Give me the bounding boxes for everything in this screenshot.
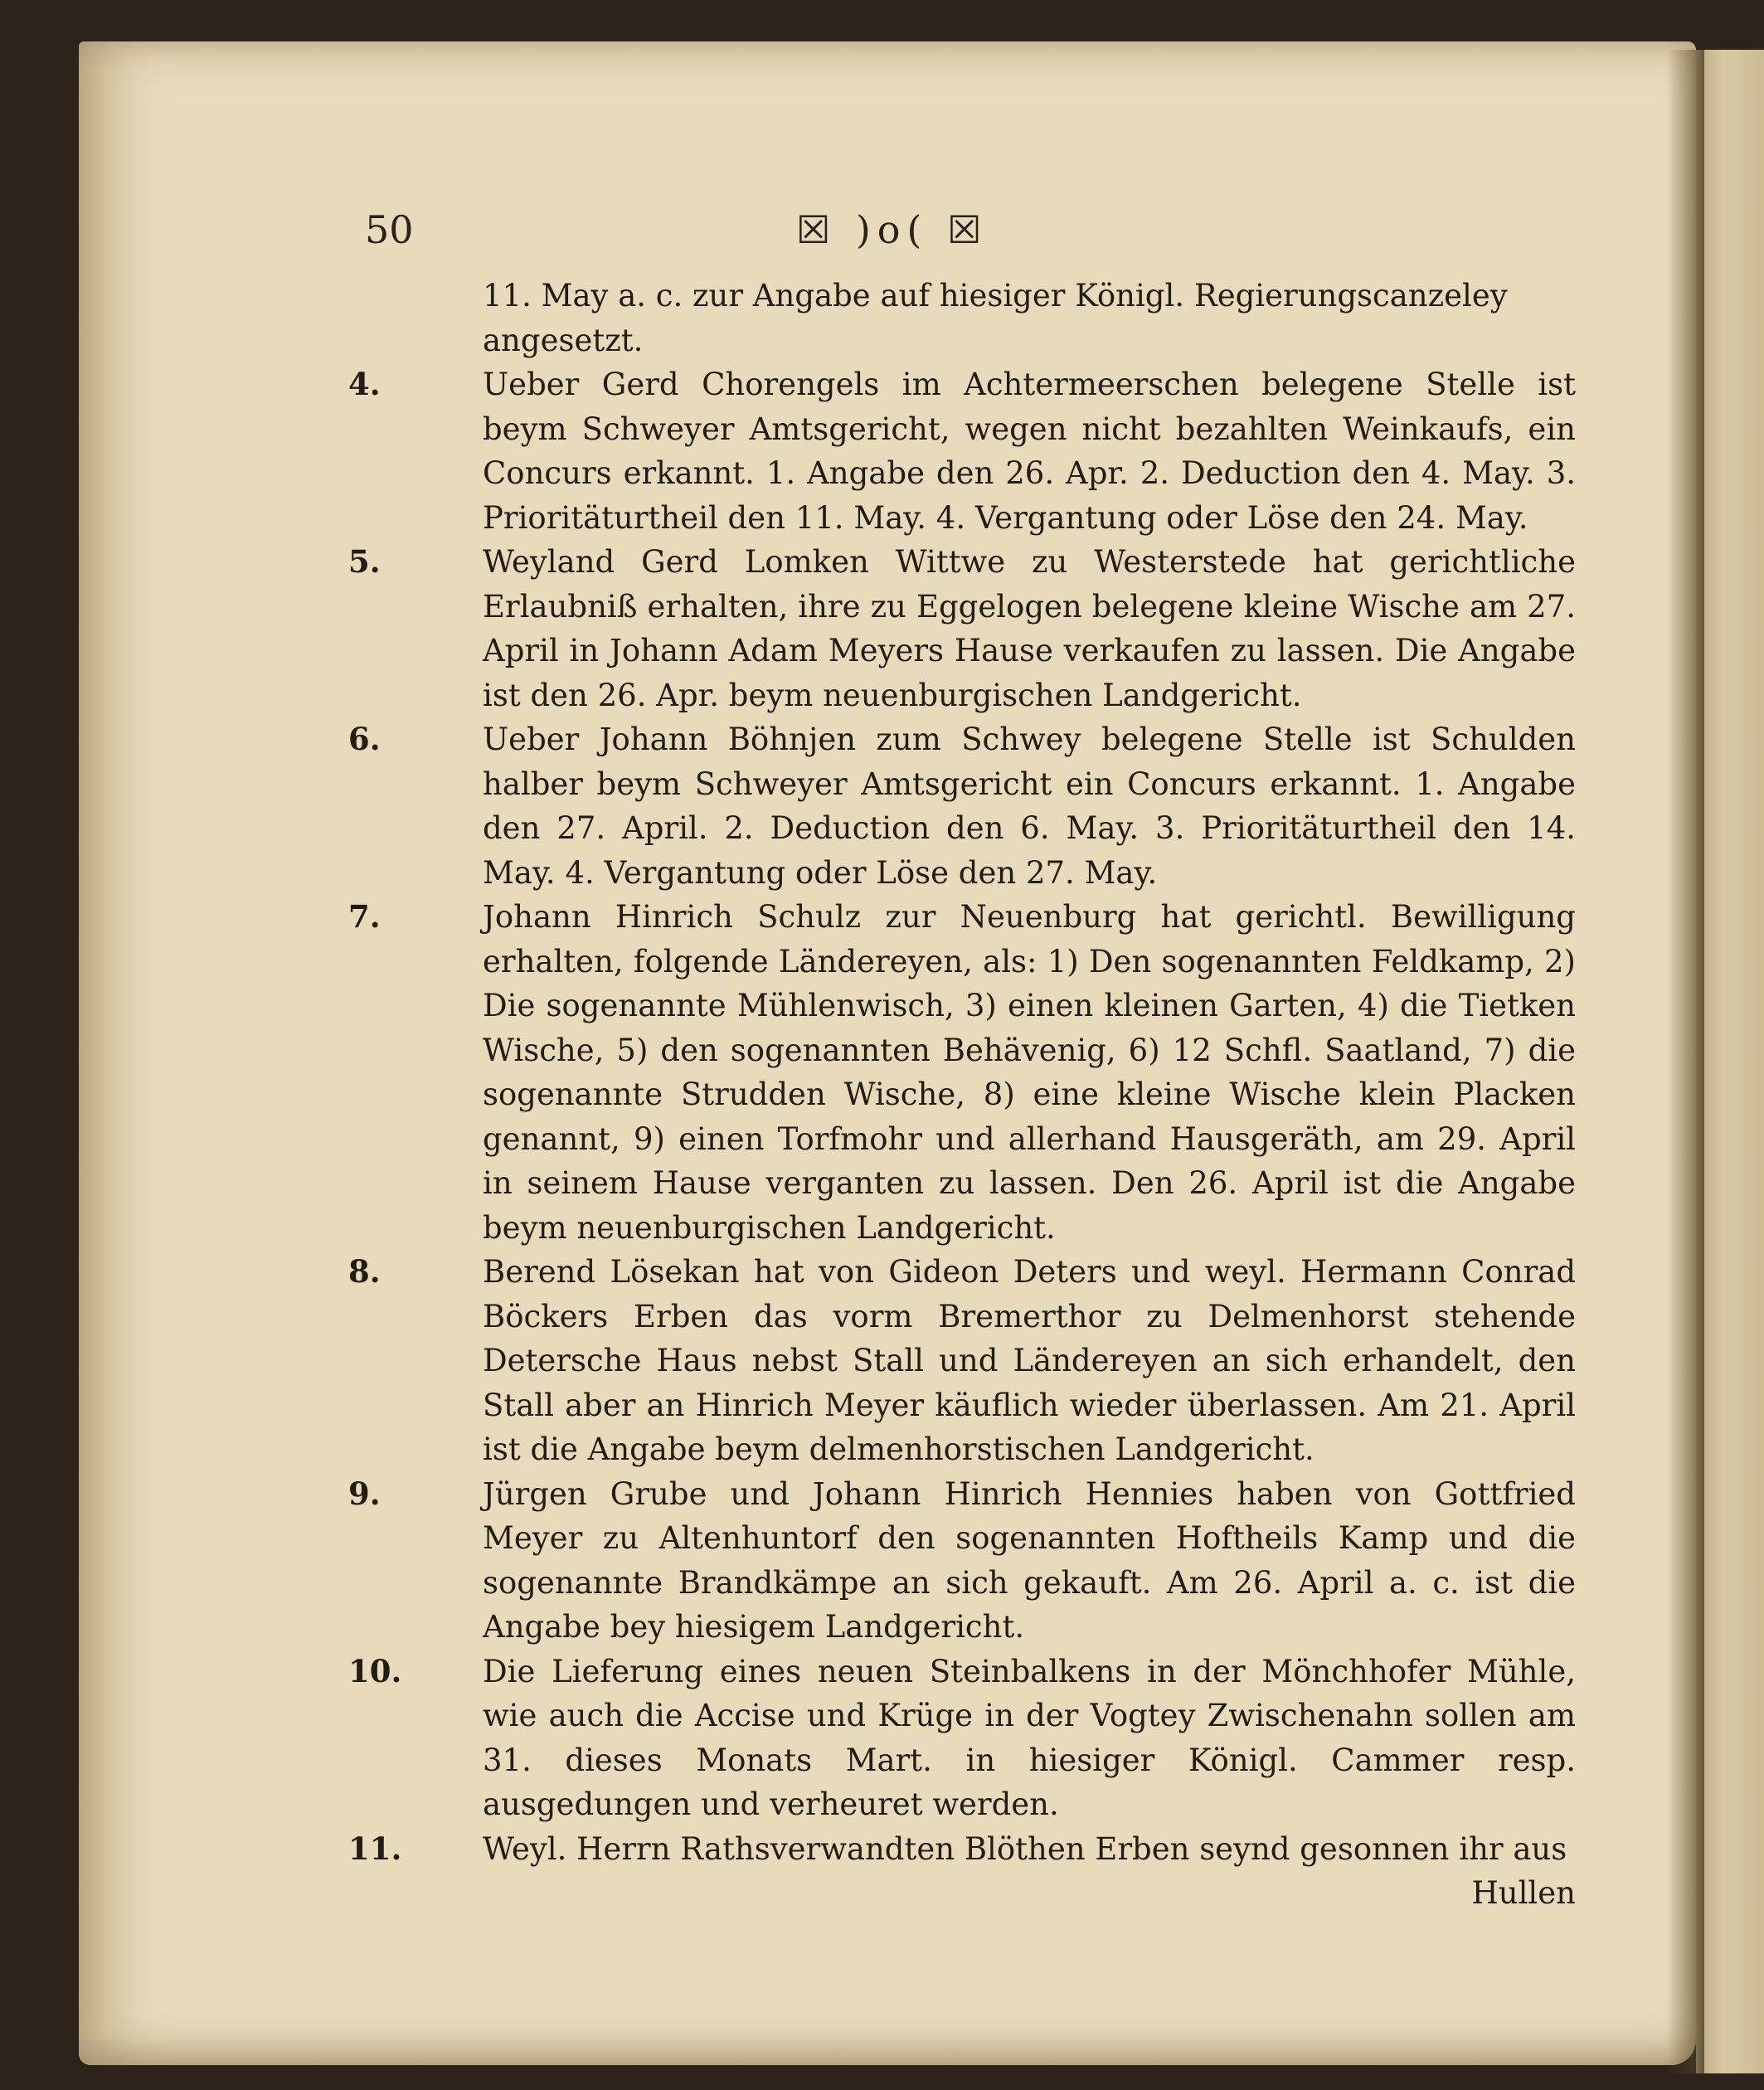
entry-10 — [348, 1650, 1576, 1827]
page-body — [348, 274, 1576, 1916]
continuation-line-1: 11. May a. c. zur Angabe auf hiesiger Königl. Regierungscanzeley — [483, 278, 1508, 314]
entry-number: 7. — [348, 898, 381, 935]
entry-number: 10. — [348, 1652, 402, 1689]
entry-7 — [348, 895, 1576, 1250]
entry-text: Berend Lösekan hat von Gideon Deters und weyl. Hermann Conrad Böckers Erben das vorm Bremerthor zu Delmenhorst stehende Detersche Haus nebst Stall und Ländereyen an sich erhandelt, den Stall aber an Hinrich Meyer käuflich wieder überlassen. Am 21. April ist die Angabe beym delmenhorstischen Landgericht. — [483, 1254, 1576, 1467]
entry-number: 8. — [348, 1253, 381, 1290]
continuation-text — [348, 274, 1576, 362]
book-gutter — [1667, 50, 1704, 2073]
entry-4 — [348, 362, 1576, 540]
facing-page-edge — [1696, 50, 1764, 2073]
running-header — [365, 207, 1576, 265]
entry-text: Ueber Gerd Chorengels im Achtermeerschen belegene Stelle ist beym Schweyer Amtsgericht, wegen nicht bezahlten Weinkaufs, ein Concurs erkannt. 1. Angabe den 26. Apr. 2. Deduction den 4. May. 3. Prioritäturtheil den 11. May. 4. Vergantung oder Löse den 24. May. — [483, 367, 1576, 536]
entry-9 — [348, 1472, 1576, 1650]
entry-text: Ueber Johann Böhnjen zum Schwey belegene Stelle ist Schulden halber beym Schweyer Amtsgericht ein Concurs erkannt. 1. Angabe den 27. April. 2. Deduction den 6. May. 3. Prioritäturtheil den 14. May. 4. Vergantung oder Löse den 27. May. — [483, 722, 1576, 891]
entry-number: 11. — [348, 1830, 402, 1867]
entry-number: 4. — [348, 366, 381, 402]
page-number: 50 — [365, 207, 414, 252]
header-ornament: ☒ )o( ☒ — [796, 207, 989, 252]
entry-5 — [348, 540, 1576, 717]
entry-text: Weyland Gerd Lomken Wittwe zu Westerstede hat gerichtliche Erlaubniß erhalten, ihre zu Eggelogen belegene kleine Wische am 27. April in Johann Adam Meyers Hause verkaufen zu lassen. Die Angabe ist den 26. Apr. beym neuenburgischen Landgericht. — [483, 544, 1576, 713]
entry-number: 9. — [348, 1475, 381, 1512]
entry-text: Johann Hinrich Schulz zur Neuenburg hat gerichtl. Bewilligung erhalten, folgende Ländereyen, als: 1) Den sogenannten Feldkamp, 2) Die sogenannte Mühlenwisch, 3) einen kleinen Garten, 4) die Tietken Wische, 5) den sogenannten Behävenig, 6) 12 Schfl. Saatland, 7) die sogenannte Strudden Wische, 8) eine kleine Wische klein Placken genannt, 9) einen Torfmohr und allerhand Hausgeräth, am 29. April in seinem Hause verganten zu lassen. Den 26. April ist die Angabe beym neuenburgischen Landgericht. — [483, 899, 1576, 1246]
entry-text: Weyl. Herrn Rathsverwandten Blöthen Erben seynd gesonnen ihr aus — [483, 1830, 1567, 1867]
entry-text: Jürgen Grube und Johann Hinrich Hennies haben von Gottfried Meyer zu Altenhuntorf den sogenannten Hoftheils Kamp und die sogenannte Brandkämpe an sich gekauft. Am 26. April a. c. ist die Angabe bey hiesigem Landgericht. — [483, 1475, 1576, 1645]
continuation-line-2: angesetzt. — [483, 322, 644, 358]
entry-number: 6. — [348, 721, 381, 757]
page-edge-shadow — [79, 66, 112, 2040]
entry-8 — [348, 1250, 1576, 1472]
entry-11 — [348, 1827, 1576, 1872]
catchword-row — [348, 1871, 1576, 1916]
entry-text: Die Lieferung eines neuen Steinbalkens in der Mönchhofer Mühle, wie auch die Accise und Krüge in der Vogtey Zwischenahn sollen am 31. dieses Monats Mart. in hiesiger Königl. Cammer resp. ausgedungen und verheuret werden. — [483, 1653, 1576, 1822]
entry-6 — [348, 717, 1576, 895]
entry-number: 5. — [348, 543, 381, 580]
catchword: Hullen — [1471, 1875, 1576, 1911]
